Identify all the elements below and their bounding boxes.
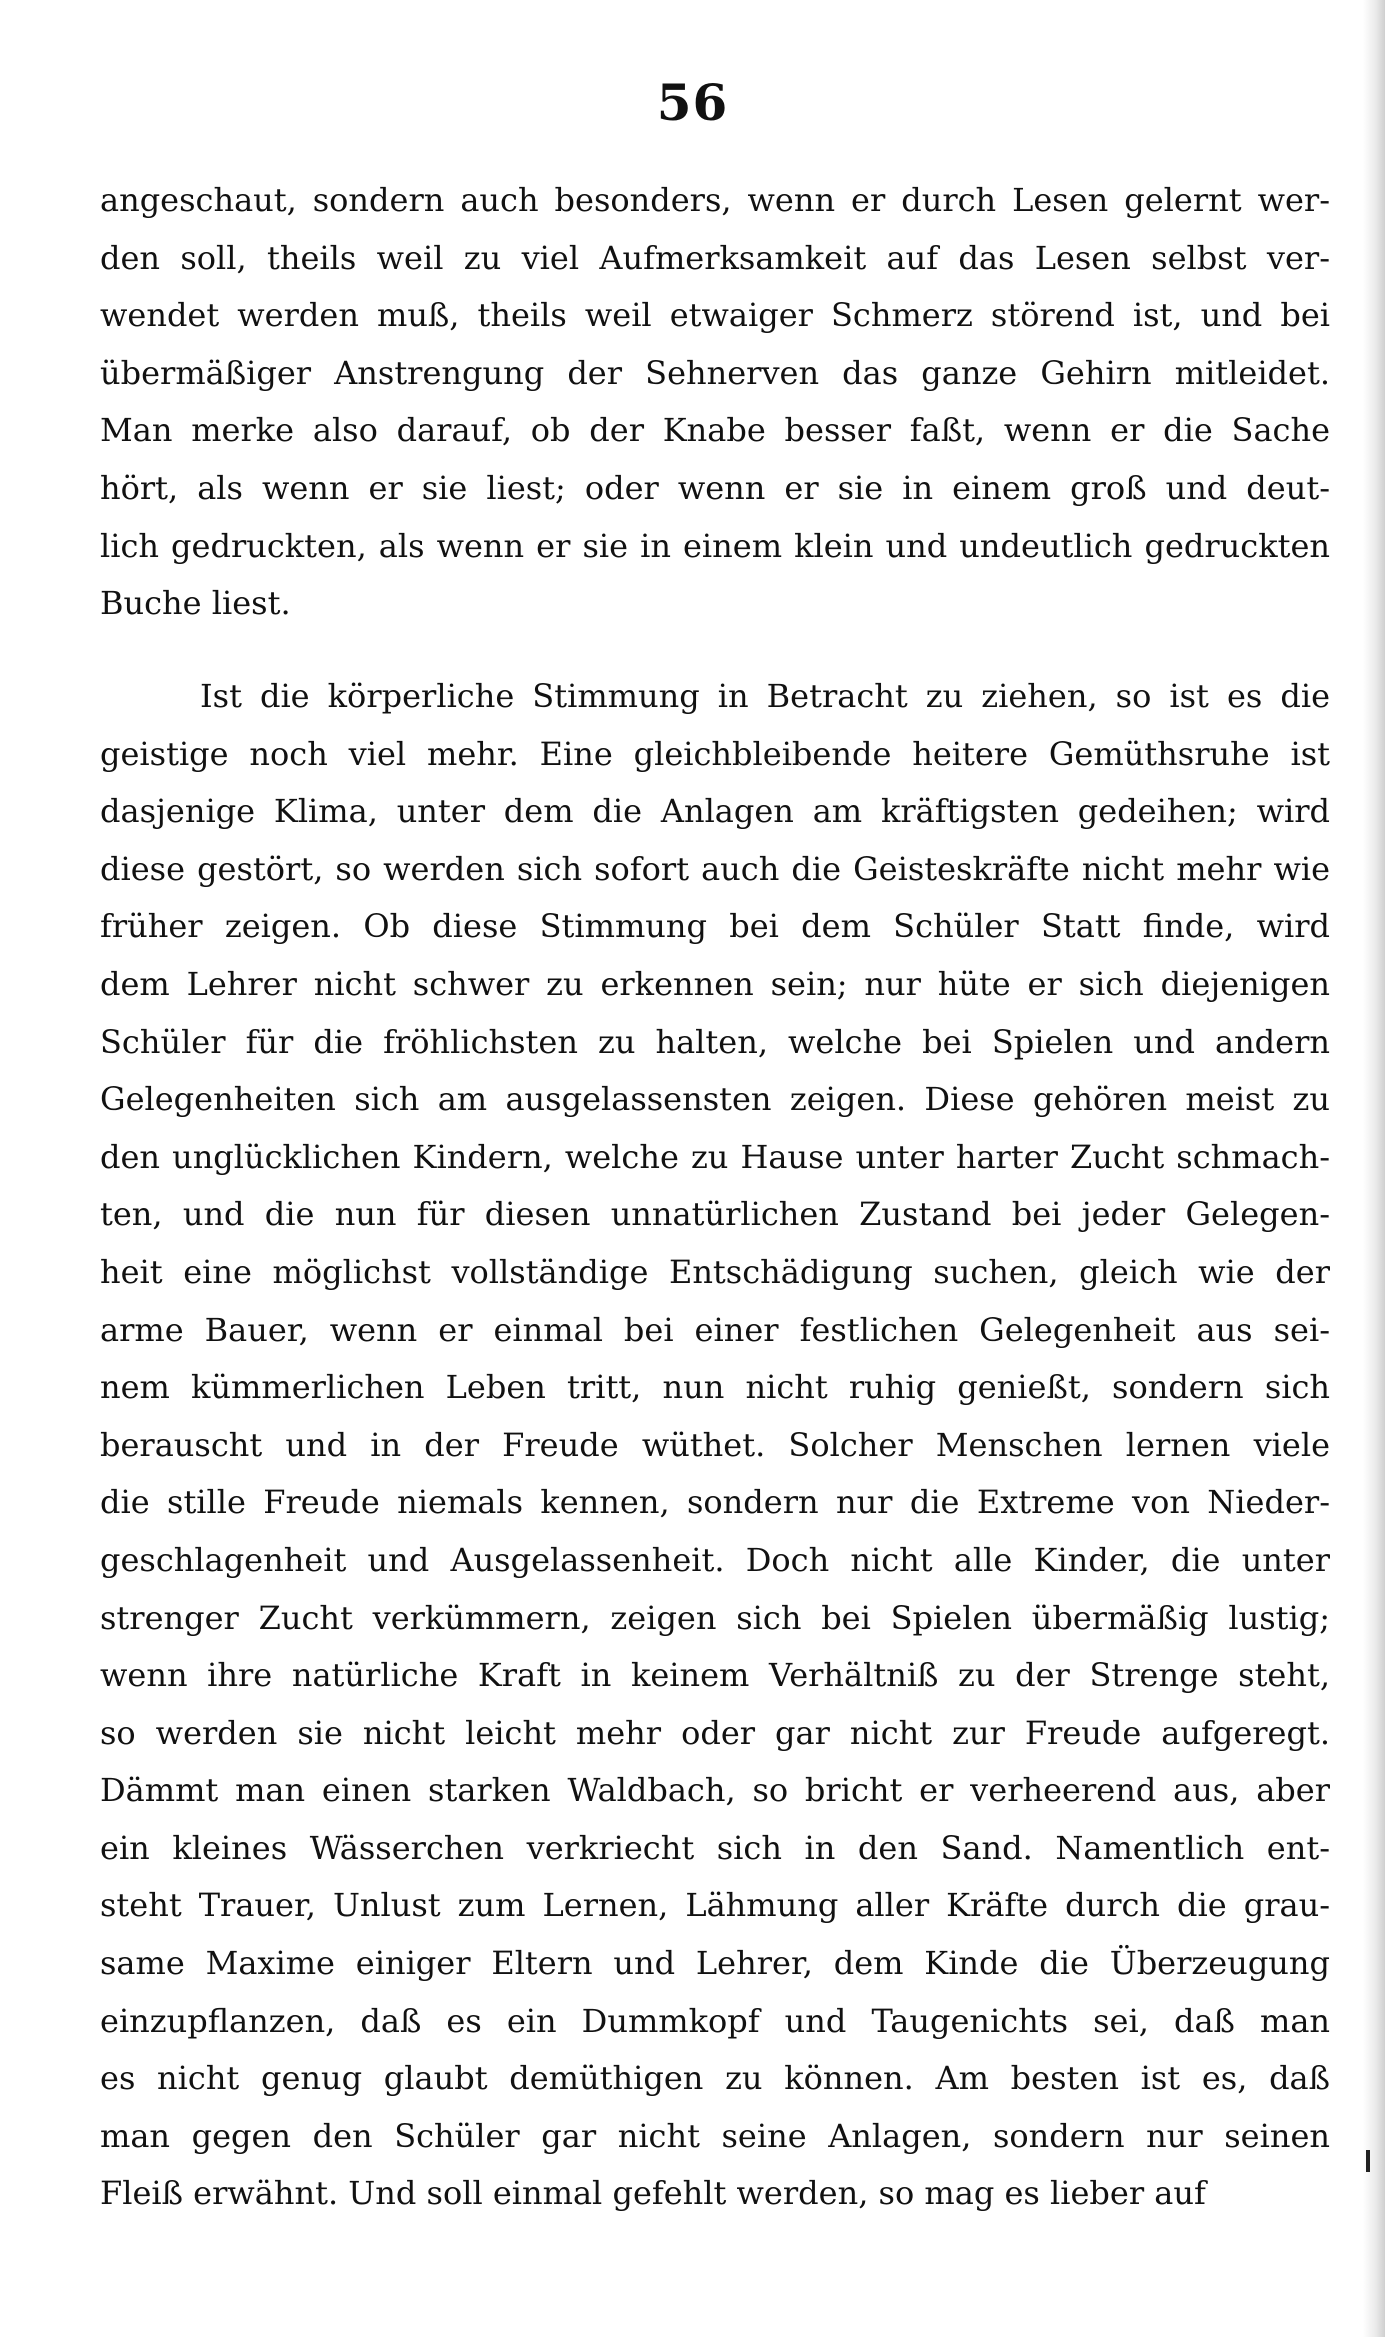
text-line: wendet werden muß, theils weil etwaiger Schmerz störend ist, und bei [100,296,1330,335]
page-edge-shadow [1363,0,1385,2337]
page-number: 56 [656,73,729,132]
text-line: so werden sie nicht leicht mehr oder gar nicht zur Freude aufgeregt. [100,1713,1330,1752]
text-line: die stille Freude niemals kennen, sondern nur die Extreme von Nieder- [100,1483,1330,1522]
text-line: Schüler für die fröhlichsten zu halten, welche bei Spielen und andern [100,1022,1330,1061]
text-line: diese gestört, so werden sich sofort auch die Geisteskräfte nicht mehr wie [100,849,1330,888]
text-line: Gelegenheiten sich am ausgelassensten zeigen. Diese gehören meist zu [100,1080,1330,1119]
text-line: einzupflanzen, daß es ein Dummkopf und Taugenichts sei, daß man [100,2001,1330,2040]
text-line: nem kümmerlichen Leben tritt, nun nicht ruhig genießt, sondern sich [100,1368,1330,1407]
text-line: geschlagenheit und Ausgelassenheit. Doch nicht alle Kinder, die unter [100,1540,1330,1579]
margin-mark [1366,2150,1370,2172]
text-line: Dämmt man einen starken Waldbach, so bricht er verheerend aus, aber [100,1771,1330,1810]
text-line: dasjenige Klima, unter dem die Anlagen am kräftigsten gedeihen; wird [100,792,1330,831]
text-line: hört, als wenn er sie liest; oder wenn er sie in einem groß und deut- [100,468,1330,507]
text-line: wenn ihre natürliche Kraft in keinem Verhältniß zu der Strenge steht, [100,1656,1330,1695]
text-line: ein kleines Wässerchen verkriecht sich in den Sand. Namentlich ent- [100,1828,1330,1867]
text-line: Fleiß erwähnt. Und soll einmal gefehlt werden, so mag es lieber auf [100,2174,1206,2213]
text-line: geistige noch viel mehr. Eine gleichbleibende heitere Gemüthsruhe ist [100,734,1330,773]
text-line: same Maxime einiger Eltern und Lehrer, dem Kinde die Überzeugung [100,1944,1330,1983]
text-line: man gegen den Schüler gar nicht seine Anlagen, sondern nur seinen [100,2116,1330,2155]
text-line: Man merke also darauf, ob der Knabe besser faßt, wenn er die Sache [100,411,1330,450]
paragraph-1 [100,172,1330,633]
paragraph-2 [100,668,1330,2223]
text-line: übermäßiger Anstrengung der Sehnerven das ganze Gehirn mitleidet. [100,353,1330,392]
text-line: ten, und die nun für diesen unnatürlichen Zustand bei jeder Gelegen- [100,1195,1330,1234]
text-line: lich gedruckten, als wenn er sie in einem klein und undeutlich gedruckten [100,526,1330,565]
text-line: angeschaut, sondern auch besonders, wenn er durch Lesen gelernt wer- [100,181,1330,219]
text-line: Buche liest. [100,584,291,623]
text-line: den soll, theils weil zu viel Aufmerksamkeit auf das Lesen selbst ver- [100,238,1330,277]
text-line: berauscht und in der Freude wüthet. Solcher Menschen lernen viele [100,1425,1330,1464]
text-line: den unglücklichen Kindern, welche zu Hause unter harter Zucht schmach- [100,1137,1330,1176]
text-line: dem Lehrer nicht schwer zu erkennen sein; nur hüte er sich diejenigen [100,964,1330,1003]
text-line: es nicht genug glaubt demüthigen zu können. Am besten ist es, daß [100,2059,1330,2098]
text-line: heit eine möglichst vollständige Entschädigung suchen, gleich wie der [100,1252,1330,1291]
text-line: arme Bauer, wenn er einmal bei einer festlichen Gelegenheit aus sei- [100,1310,1330,1349]
text-line: Ist die körperliche Stimmung in Betracht zu ziehen, so ist es die [200,677,1330,715]
text-line: früher zeigen. Ob diese Stimmung bei dem Schüler Statt finde, wird [100,907,1330,946]
text-line: strenger Zucht verkümmern, zeigen sich bei Spielen übermäßig lustig; [100,1598,1330,1637]
text-line: steht Trauer, Unlust zum Lernen, Lähmung aller Kräfte durch die grau- [100,1886,1330,1925]
